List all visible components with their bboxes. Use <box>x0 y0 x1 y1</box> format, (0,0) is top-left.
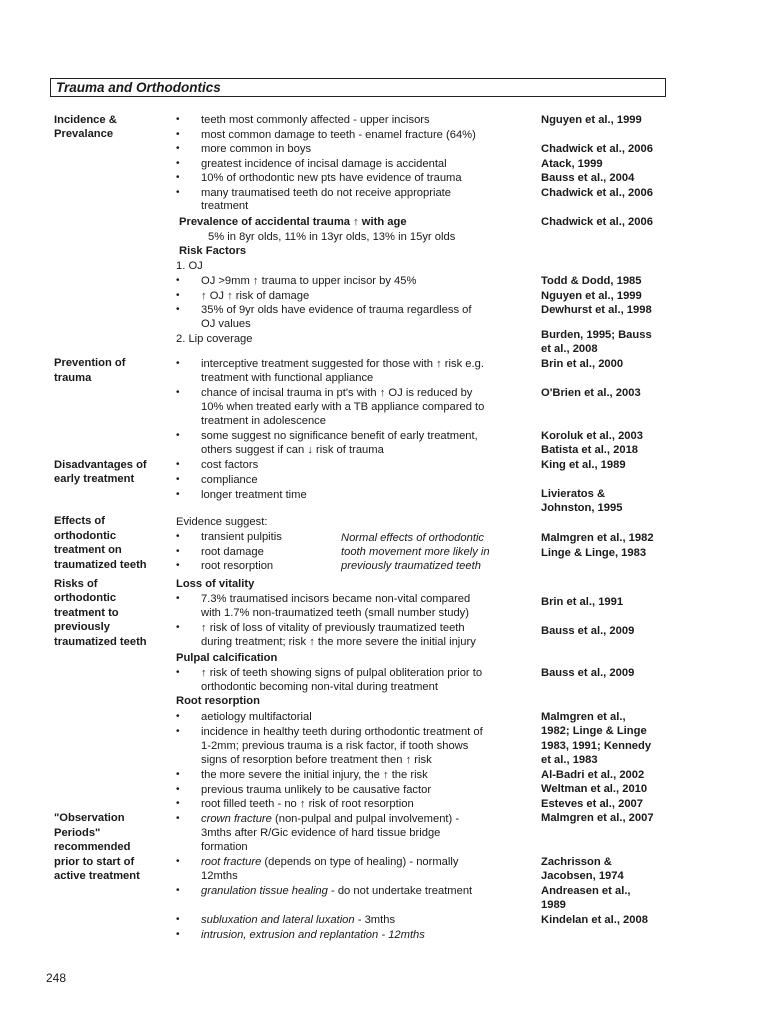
text-line: ↑ risk of loss of vitality of previously traumatized teeth <box>201 622 465 634</box>
text-italic: root fracture <box>201 856 262 868</box>
bullet: • <box>176 784 180 795</box>
reference: Malmgren et al., <box>541 711 626 723</box>
text-line: treatment in adolescence <box>201 415 327 427</box>
text-line: ↑ OJ ↑ risk of damage <box>201 290 310 302</box>
text-rest: (non-pulpal and pulpal involvement) - <box>271 813 460 825</box>
reference: Brin et al., 1991 <box>541 596 624 608</box>
bullet: • <box>176 387 180 398</box>
text-line <box>201 855 458 869</box>
reference: Nguyen et al., 1999 <box>541 290 642 302</box>
label-prevention: Prevention of <box>54 357 126 369</box>
reference: Chadwick et al., 2006 <box>541 187 653 199</box>
label-disadvantages: Disadvantages of <box>54 459 147 471</box>
label-risks: Risks of <box>54 578 98 590</box>
text-line: ↑ risk of teeth showing signs of pulpal obliteration prior to <box>201 667 483 679</box>
text-line: intrusion, extrusion and replantation - 12mths <box>201 929 425 941</box>
text-line: 12mths <box>201 870 238 882</box>
subheading: Pulpal calcification <box>176 652 278 664</box>
text-line: compliance <box>201 474 258 486</box>
text-rest: - 3mths <box>354 914 396 926</box>
reference: Batista et al., 2018 <box>541 444 639 456</box>
label-observation: recommended <box>54 841 131 853</box>
text-line: aetiology multifactorial <box>201 711 312 723</box>
subheading: Root resorption <box>176 695 260 707</box>
bullet: • <box>176 560 180 571</box>
bullet: • <box>176 711 180 722</box>
text-line: chance of incisal trauma in pt's with ↑ OJ is reduced by <box>201 387 473 399</box>
text-line: greatest incidence of incisal damage is accidental <box>201 158 447 170</box>
reference: 1989 <box>541 899 566 911</box>
reference: Jacobsen, 1974 <box>541 870 624 882</box>
reference: O'Brien et al., 2003 <box>541 387 641 399</box>
bullet: • <box>176 546 180 557</box>
reference: Andreasen et al., <box>541 885 631 897</box>
reference: Zachrisson & <box>541 856 612 868</box>
text-line: 10% of orthodontic new pts have evidence of trauma <box>201 172 462 184</box>
text-line: 1-2mm; previous trauma is a risk factor, if tooth shows <box>201 740 469 752</box>
bullet: • <box>176 489 180 500</box>
label-incidence: Incidence & <box>54 114 117 126</box>
reference: et al., 2008 <box>541 343 598 355</box>
label-prevention: trauma <box>54 372 92 384</box>
reference: Bauss et al., 2004 <box>541 172 635 184</box>
bullet: • <box>176 885 180 896</box>
reference: Malmgren et al., 2007 <box>541 812 654 824</box>
text-line: most common damage to teeth - enamel fracture (64%) <box>201 129 476 141</box>
reference: Kindelan et al., 2008 <box>541 914 648 926</box>
text-line: some suggest no significance benefit of early treatment, <box>201 430 478 442</box>
text-line: root damage <box>201 546 264 558</box>
label-effects: treatment on <box>54 544 122 556</box>
bullet: • <box>176 172 180 183</box>
label-disadvantages: early treatment <box>54 473 135 485</box>
bullet: • <box>176 459 180 470</box>
text-line: interceptive treatment suggested for those with ↑ risk e.g. <box>201 358 484 370</box>
text-line: Evidence suggest: <box>176 516 268 528</box>
text-line: 1. OJ <box>176 260 203 272</box>
text-italic: granulation tissue healing <box>201 885 328 897</box>
label-observation: prior to start of <box>54 856 135 868</box>
text-line: 3mths after R/Gic evidence of hard tissue bridge <box>201 827 441 839</box>
text-line: 5% in 8yr olds, 11% in 13yr olds, 13% in 15yr olds <box>208 231 456 243</box>
bullet: • <box>176 798 180 809</box>
text-line: OJ values <box>201 318 251 330</box>
text-rest: - do not undertake treatment <box>327 885 473 897</box>
note-line: Normal effects of orthodontic <box>341 532 485 544</box>
text-line <box>201 884 472 898</box>
text-line: during treatment; risk ↑ the more severe the initial injury <box>201 636 476 648</box>
subheading: Risk Factors <box>179 245 247 257</box>
bullet: • <box>176 474 180 485</box>
bullet: • <box>176 114 180 125</box>
reference: 1982; Linge & Linge <box>541 725 647 737</box>
bullet: • <box>176 158 180 169</box>
bullet: • <box>176 143 180 154</box>
text-line: 7.3% traumatised incisors became non-vital compared <box>201 593 471 605</box>
text-line <box>201 812 459 826</box>
reference: Brin et al., 2000 <box>541 358 624 370</box>
bullet: • <box>176 531 180 542</box>
text-line: the more severe the initial injury, the ↑ the risk <box>201 769 428 781</box>
text-line <box>201 913 395 927</box>
label-observation: active treatment <box>54 870 140 882</box>
text-italic: subluxation and lateral luxation <box>201 914 355 926</box>
subheading: Prevalence of accidental trauma ↑ with age <box>179 216 407 228</box>
bullet: • <box>176 430 180 441</box>
reference: Atack, 1999 <box>541 158 603 170</box>
bullet: • <box>176 726 180 737</box>
reference: Al-Badri et al., 2002 <box>541 769 645 781</box>
text-line: many traumatised teeth do not receive appropriate <box>201 187 451 199</box>
text-line: others suggest if can ↓ risk of trauma <box>201 444 384 456</box>
text-line: OJ >9mm ↑ trauma to upper incisor by 45% <box>201 275 417 287</box>
text-rest: (depends on type of healing) - normally <box>261 856 459 868</box>
reference: Livieratos & <box>541 488 606 500</box>
reference: Nguyen et al., 1999 <box>541 114 642 126</box>
text-line: 10% when treated early with a TB appliance compared to <box>201 401 485 413</box>
text-line: with 1.7% non-traumatized teeth (small number study) <box>201 607 469 619</box>
bullet: • <box>176 622 180 633</box>
text-italic: crown fracture <box>201 813 272 825</box>
reference: Esteves et al., 2007 <box>541 798 644 810</box>
text-line: treatment <box>201 200 249 212</box>
label-observation: Periods" <box>54 827 101 839</box>
label-risks: previously <box>54 621 110 633</box>
reference: 1983, 1991; Kennedy <box>541 740 652 752</box>
text-line: signs of resorption before treatment then ↑ risk <box>201 754 432 766</box>
bullet: • <box>176 813 180 824</box>
bullet: • <box>176 914 180 925</box>
reference: Bauss et al., 2009 <box>541 625 635 637</box>
bullet: • <box>176 667 180 678</box>
text-line: 2. Lip coverage <box>176 333 253 345</box>
reference: Johnston, 1995 <box>541 502 623 514</box>
bullet: • <box>176 275 180 286</box>
reference: Weltman et al., 2010 <box>541 783 648 795</box>
reference: et al., 1983 <box>541 754 598 766</box>
label-effects: traumatized teeth <box>54 559 147 571</box>
reference: Koroluk et al., 2003 <box>541 430 643 442</box>
bullet: • <box>176 769 180 780</box>
text-line: more common in boys <box>201 143 312 155</box>
label-effects: orthodontic <box>54 530 117 542</box>
label-risks: treatment to <box>54 607 119 619</box>
bullet: • <box>176 290 180 301</box>
reference: Chadwick et al., 2006 <box>541 216 653 228</box>
text-line: orthodontic becoming non-vital during treatment <box>201 681 438 693</box>
reference: Dewhurst et al., 1998 <box>541 304 652 316</box>
page-number: 248 <box>46 971 67 985</box>
reference: Todd & Dodd, 1985 <box>541 275 642 287</box>
text-line: teeth most commonly affected - upper incisors <box>201 114 430 126</box>
note-line: previously traumatized teeth <box>341 560 481 572</box>
subheading: Loss of vitality <box>176 578 255 590</box>
label-risks: traumatized teeth <box>54 636 147 648</box>
reference: King et al., 1989 <box>541 459 626 471</box>
bullet: • <box>176 929 180 940</box>
text-line: cost factors <box>201 459 259 471</box>
label-risks: orthodontic <box>54 592 117 604</box>
text-line: incidence in healthy teeth during orthodontic treatment of <box>201 726 483 738</box>
text-line: previous trauma unlikely to be causative factor <box>201 784 432 796</box>
reference: Bauss et al., 2009 <box>541 667 635 679</box>
bullet: • <box>176 187 180 198</box>
bullet: • <box>176 358 180 369</box>
reference: Burden, 1995; Bauss <box>541 329 652 341</box>
bullet: • <box>176 129 180 140</box>
label-effects: Effects of <box>54 515 105 527</box>
bullet: • <box>176 304 180 315</box>
note-line: tooth movement more likely in <box>341 546 490 558</box>
text-line: transient pulpitis <box>201 531 282 543</box>
section-title-box <box>50 78 666 97</box>
text-line: 35% of 9yr olds have evidence of trauma regardless of <box>201 304 472 316</box>
reference: Chadwick et al., 2006 <box>541 143 653 155</box>
label-observation: "Observation <box>54 812 125 824</box>
bullet: • <box>176 856 180 867</box>
text-line: root filled teeth - no ↑ risk of root resorption <box>201 798 414 810</box>
label-incidence: Prevalance <box>54 128 114 140</box>
reference: Linge & Linge, 1983 <box>541 547 647 559</box>
reference: Malmgren et al., 1982 <box>541 532 654 544</box>
text-line: root resorption <box>201 560 274 572</box>
bullet: • <box>176 593 180 604</box>
text-line: formation <box>201 841 248 853</box>
text-line: longer treatment time <box>201 489 307 501</box>
section-title: Trauma and Orthodontics <box>56 80 221 95</box>
text-line: treatment with functional appliance <box>201 372 374 384</box>
